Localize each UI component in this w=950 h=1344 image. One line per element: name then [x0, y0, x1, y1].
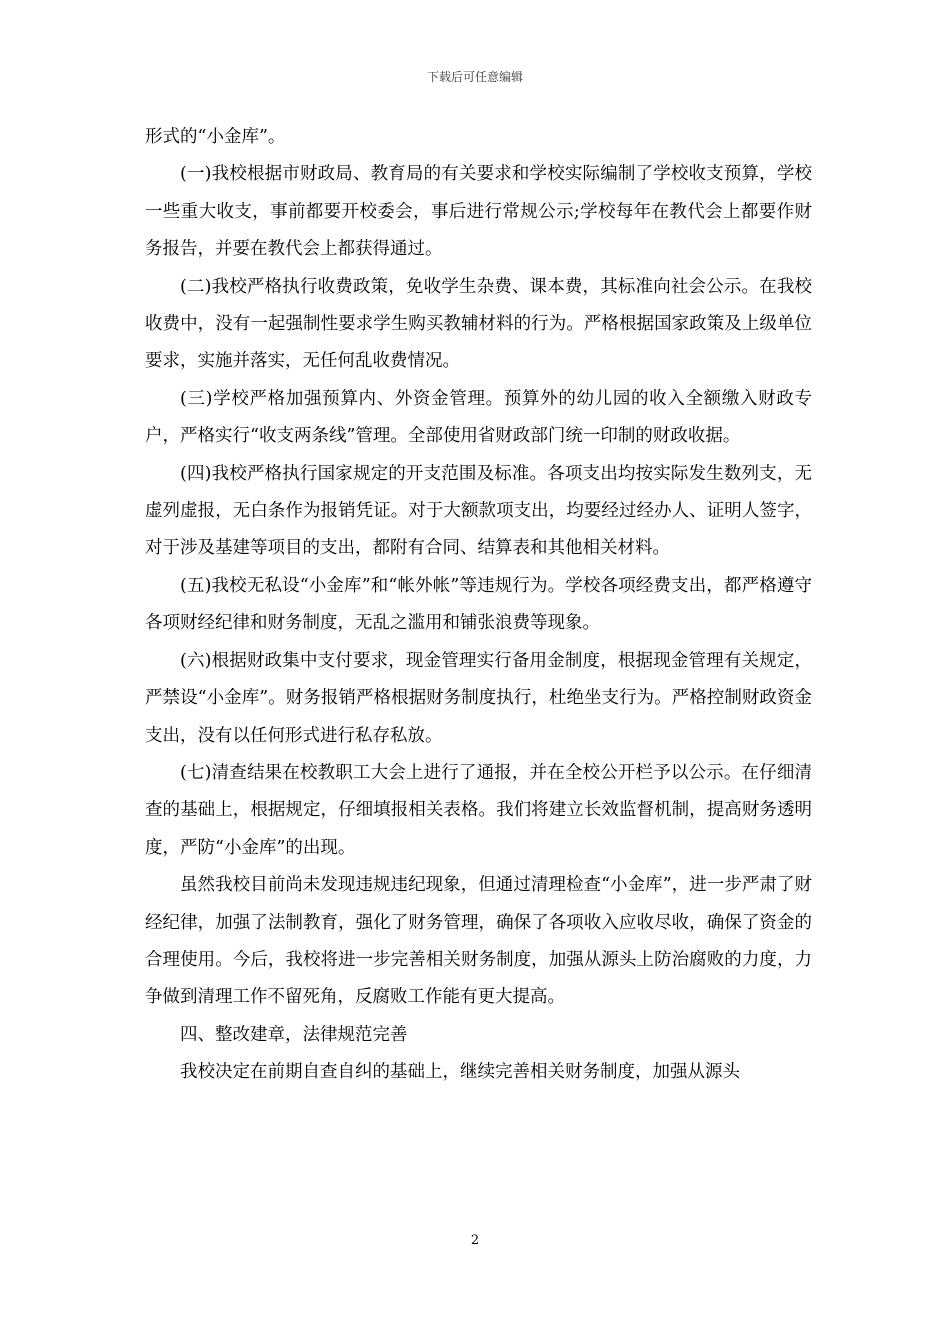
page-header: 下载后可任意编辑 [426, 70, 523, 84]
paragraph-item-4: (四)我校严格执行国家规定的开支范围及标准。各项支出均按实际发生数列支，无虚列虚报，无白条作为报销凭证。对于大额款项支出，均要经过经办人、证明人签字，对于涉及基建等项目的支出，都附有合同、结算表和其他相关材料。 [145, 463, 812, 559]
paragraph-item-3: (三)学校严格加强预算内、外资金管理。预算外的幼儿园的收入全额缴入财政专户，严格实行“收支两条线”管理。全部使用省财政部门统一印制的财政收据。 [145, 388, 812, 447]
paragraph-item-7: (七)清查结果在校教职工大会上进行了通报，并在全校公开栏予以公示。在仔细清查的基础上，根据规定，仔细填报相关表格。我们将建立长效监督机制，提高财务透明度，严防“小金库”的出现。 [145, 762, 812, 858]
paragraph-item-5: (五)我校无私设“小金库”和“帐外帐”等违规行为。学校各项经费支出，都严格遵守各项财经纪律和财务制度，无乱之滥用和铺张浪费等现象。 [145, 575, 812, 634]
paragraph-item-1: (一)我校根据市财政局、教育局的有关要求和学校实际编制了学校收支预算，学校一些重大收支，事前都要开校委会，事后进行常规公示;学校每年在教代会上都要作财务报告，并要在教代会上都获得通过。 [145, 164, 812, 260]
paragraph-section-intro: 我校决定在前期自查自纠的基础上，继续完善相关财务制度，加强从源头 [180, 1062, 740, 1083]
paragraph-continuation: 形式的“小金库”。 [145, 127, 286, 147]
paragraph-summary: 虽然我校目前尚未发现违规违纪现象，但通过清理检查“小金库”，进一步严肃了财经纪律，加强了法制教育，强化了财务管理，确保了各项收入应收尽收，确保了资金的合理使用。今后，我校将进一步完善相关财务制度，加强从源头上防治腐败的力度，力争做到清理工作不留死角，反腐败工作能有更大提高。 [145, 875, 812, 1008]
paragraph-item-6: (六)根据财政集中支付要求，现金管理实行备用金制度，根据现金管理有关规定，严禁设“小金库”。财务报销严格根据财务制度执行，杜绝坐支行为。严格控制财政资金支出，没有以任何形式进行私存私放。 [145, 650, 812, 746]
document-body [145, 119, 812, 1092]
section-heading: 四、整改建章，法律规范完善 [180, 1024, 408, 1045]
paragraph-item-2: (二)我校严格执行收费政策，免收学生杂费、课本费，其标准向社会公示。在我校收费中，没有一起强制性要求学生购买教辅材料的行为。严格根据国家政策及上级单位要求，实施并落实，无任何乱收费情况。 [145, 276, 812, 372]
page-number: 2 [470, 1233, 480, 1248]
